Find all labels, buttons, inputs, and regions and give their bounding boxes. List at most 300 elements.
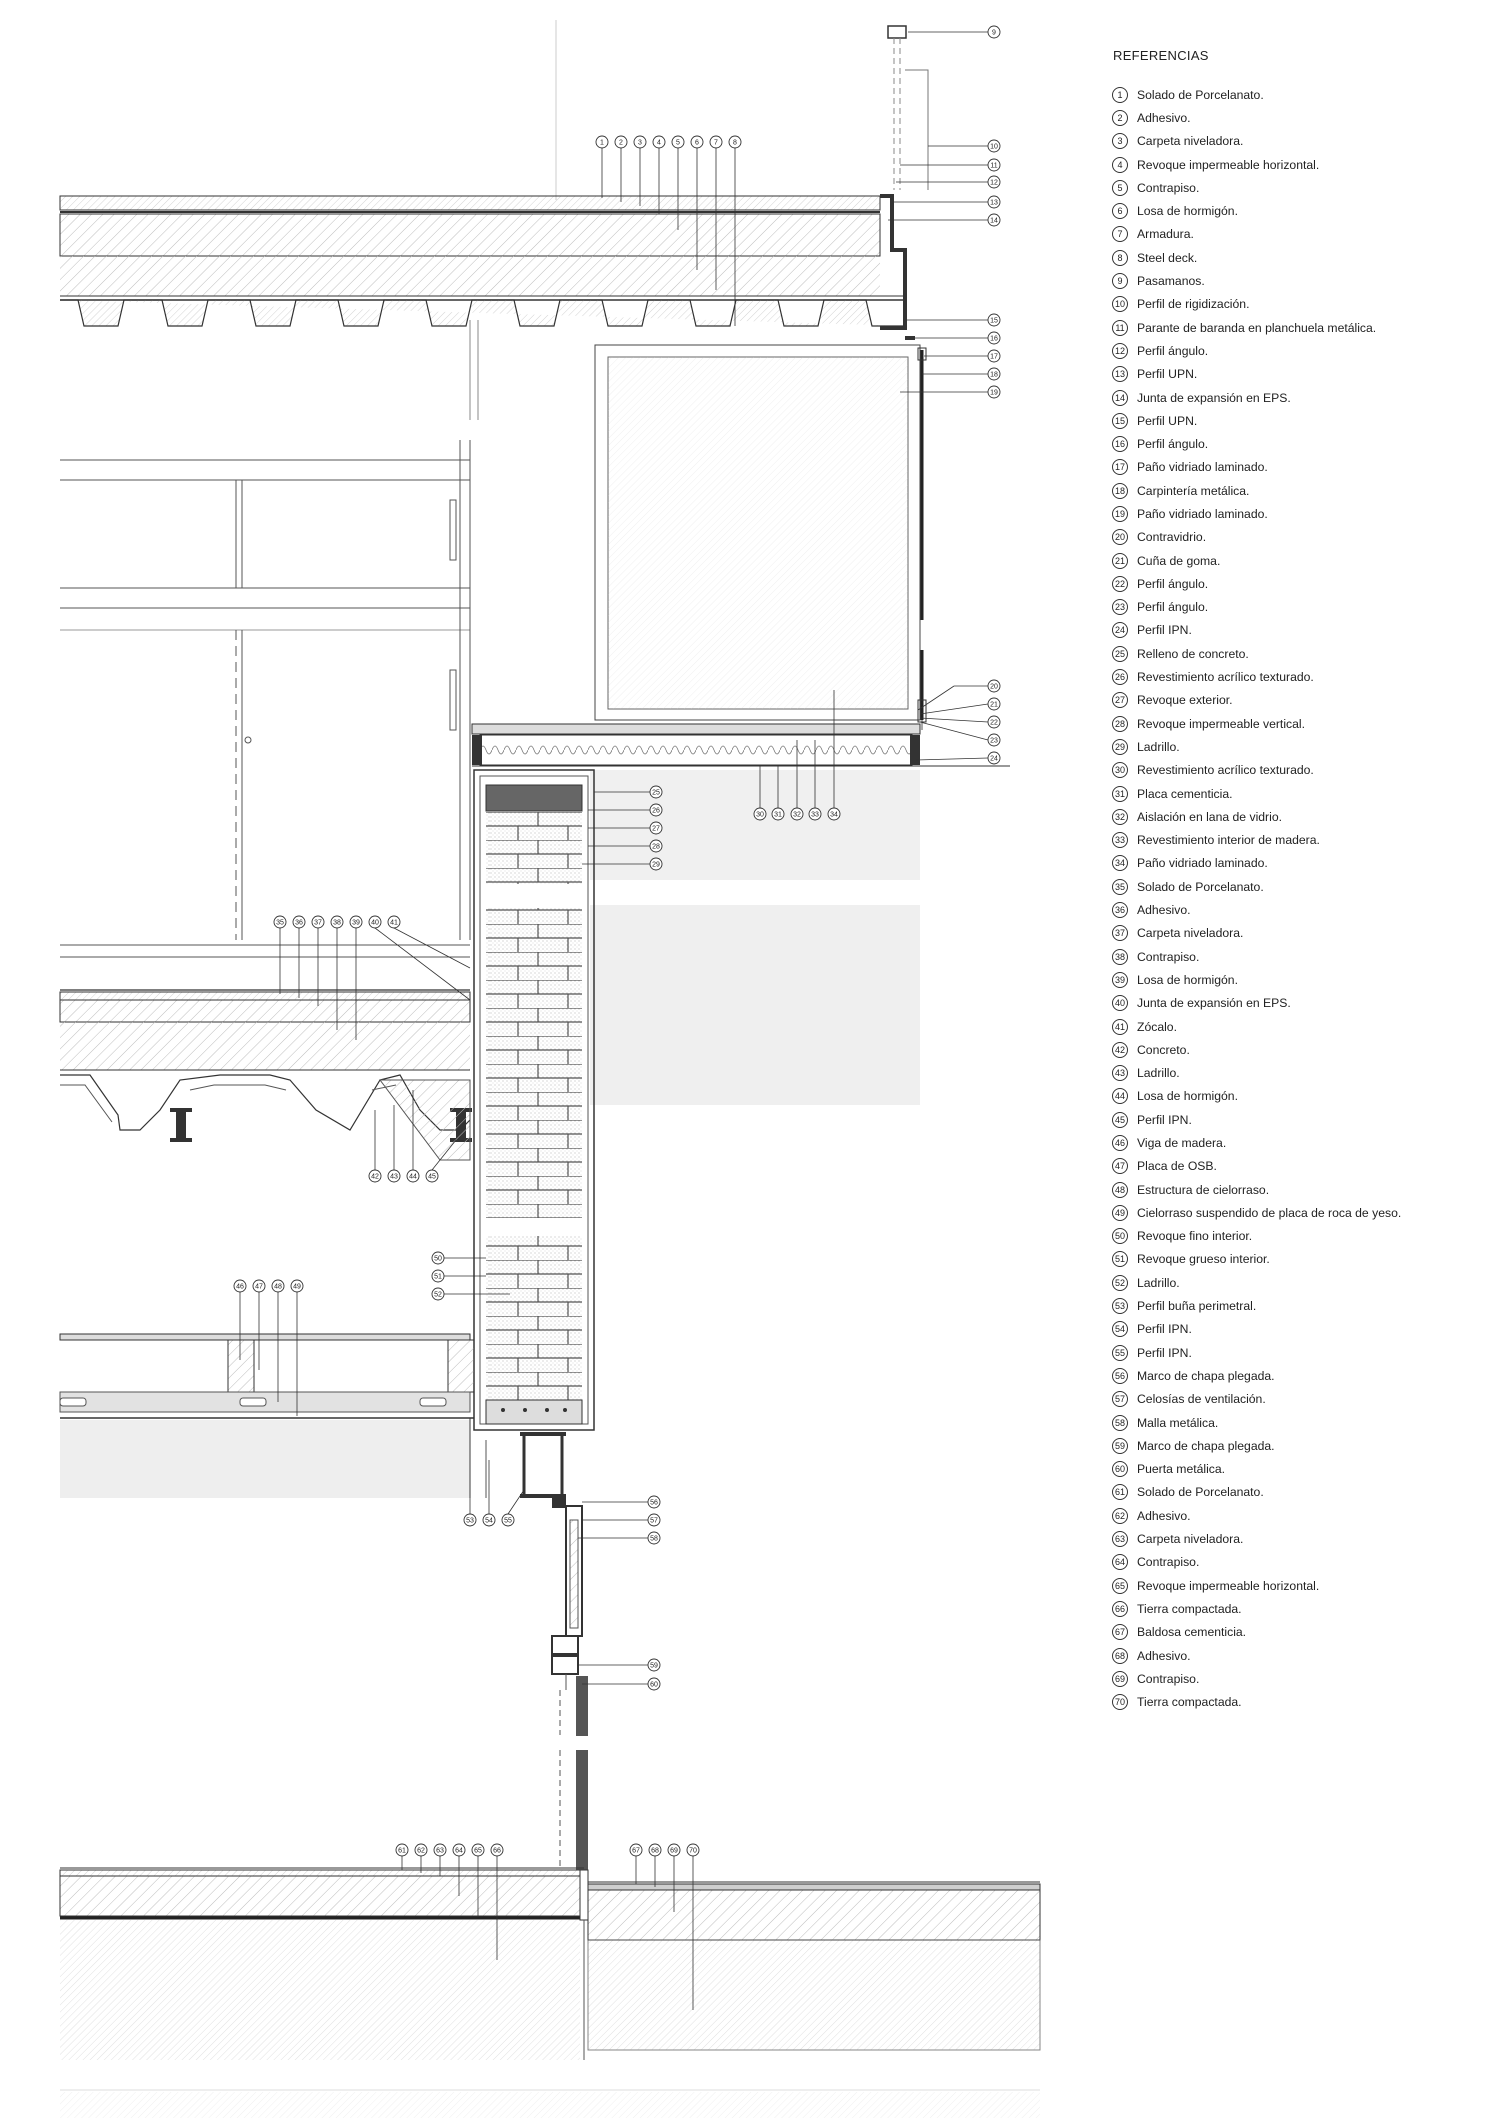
reference-text: Carpintería metálica.: [1137, 483, 1250, 498]
callout-bubble: [396, 1844, 408, 1856]
reference-text: Malla metálica.: [1137, 1415, 1219, 1430]
reference-item: [1100, 875, 1490, 898]
reference-item: [1100, 1108, 1490, 1131]
reference-text: Carpeta niveladora.: [1137, 134, 1244, 149]
reference-number-badge: 27: [1112, 692, 1128, 708]
reference-number-badge: 41: [1112, 1019, 1128, 1035]
reference-item: [1100, 83, 1490, 106]
reference-text: Revestimiento acrílico texturado.: [1137, 763, 1314, 778]
reference-item: [1100, 363, 1490, 386]
callout-number: 20: [990, 683, 998, 691]
reference-number-badge: 2: [1112, 110, 1128, 126]
callout-number: 70: [689, 1847, 697, 1855]
reference-item: [1100, 1248, 1490, 1271]
callout-number: 51: [434, 1273, 442, 1281]
callout-number: 55: [504, 1517, 512, 1525]
reference-text: Contrapiso.: [1137, 1555, 1200, 1570]
callout-number: 17: [990, 353, 998, 361]
callout-bubble: [472, 1844, 484, 1856]
callout-number: 69: [670, 1847, 678, 1855]
callout-number: 65: [474, 1847, 482, 1855]
callout-number: 34: [830, 811, 838, 819]
reference-item: [1100, 898, 1490, 921]
reference-item: [1100, 409, 1490, 432]
callout-number: 43: [390, 1173, 398, 1181]
callout-bubble: [650, 858, 662, 870]
reference-number-badge: 53: [1112, 1298, 1128, 1314]
reference-item: [1100, 1085, 1490, 1108]
callout-bubble: [415, 1844, 427, 1856]
callout-bubble: [253, 1280, 265, 1292]
callout-bubble: [988, 332, 1000, 344]
callout-bubble: [988, 698, 1000, 710]
callout-number: 27: [652, 825, 660, 833]
reference-item: [1100, 432, 1490, 455]
reference-text: Junta de expansión en EPS.: [1137, 996, 1291, 1011]
reference-number-badge: 15: [1112, 413, 1128, 429]
callout-number: 11: [990, 162, 998, 170]
reference-item: [1100, 526, 1490, 549]
reference-item: [1100, 1061, 1490, 1084]
callout-number: 24: [990, 755, 998, 763]
reference-number-badge: 30: [1112, 762, 1128, 778]
reference-number-badge: 50: [1112, 1228, 1128, 1244]
reference-number-badge: 45: [1112, 1112, 1128, 1128]
reference-item: [1100, 176, 1490, 199]
reference-number-badge: 10: [1112, 296, 1128, 312]
reference-number-badge: 65: [1112, 1578, 1128, 1594]
callout-number: 58: [650, 1535, 658, 1543]
reference-item: [1100, 1388, 1490, 1411]
callout-bubble: [432, 1288, 444, 1300]
callout-number: 53: [466, 1517, 474, 1525]
callout-number: 19: [990, 389, 998, 397]
reference-text: Perfil ángulo.: [1137, 437, 1209, 452]
callout-number: 10: [990, 143, 998, 151]
reference-number-badge: 39: [1112, 972, 1128, 988]
reference-number-badge: 1: [1112, 87, 1128, 103]
reference-number-badge: 58: [1112, 1415, 1128, 1431]
reference-number-badge: 21: [1112, 553, 1128, 569]
reference-item: [1100, 992, 1490, 1015]
reference-number-badge: 11: [1112, 320, 1128, 336]
reference-number-badge: 42: [1112, 1042, 1128, 1058]
callout-number: 56: [650, 1499, 658, 1507]
callout-bubble: [369, 1170, 381, 1182]
callout-bubble: [772, 808, 784, 820]
callout-bubble: [828, 808, 840, 820]
callout-bubble: [483, 1514, 495, 1526]
callout-number: 13: [990, 199, 998, 207]
reference-text: Paño vidriado laminado.: [1137, 460, 1268, 475]
reference-item: [1100, 805, 1490, 828]
reference-item: [1100, 1364, 1490, 1387]
callout-bubble: [988, 140, 1000, 152]
reference-number-badge: 19: [1112, 506, 1128, 522]
callout-bubble: [426, 1170, 438, 1182]
reference-number-badge: 61: [1112, 1484, 1128, 1500]
callout-number: 18: [990, 371, 998, 379]
callout-number: 40: [371, 919, 379, 927]
callout-number: 62: [417, 1847, 425, 1855]
callout-number: 1: [600, 139, 604, 147]
reference-item: [1100, 922, 1490, 945]
reference-text: Revoque impermeable horizontal.: [1137, 157, 1320, 172]
reference-text: Perfil IPN.: [1137, 1112, 1192, 1127]
reference-text: Solado de Porcelanato.: [1137, 1485, 1264, 1500]
callout-bubble: [710, 136, 722, 148]
callout-bubble: [502, 1514, 514, 1526]
reference-number-badge: 25: [1112, 646, 1128, 662]
reference-item: [1100, 829, 1490, 852]
callout-number: 26: [652, 807, 660, 815]
reference-text: Carpeta niveladora.: [1137, 1532, 1244, 1547]
reference-text: Revoque fino interior.: [1137, 1229, 1253, 1244]
reference-item: [1100, 945, 1490, 968]
callout-number: 63: [436, 1847, 444, 1855]
reference-item: [1100, 223, 1490, 246]
reference-text: Concreto.: [1137, 1042, 1190, 1057]
reference-number-badge: 56: [1112, 1368, 1128, 1384]
reference-item: [1100, 712, 1490, 735]
callout-bubble: [615, 136, 627, 148]
callout-number: 14: [990, 217, 998, 225]
callout-number: 25: [652, 789, 660, 797]
reference-text: Losa de hormigón.: [1137, 204, 1238, 219]
reference-number-badge: 28: [1112, 716, 1128, 732]
reference-number-badge: 29: [1112, 739, 1128, 755]
callout-number: 2: [619, 139, 623, 147]
reference-text: Paño vidriado laminado.: [1137, 856, 1268, 871]
reference-text: Baldosa cementicia.: [1137, 1625, 1247, 1640]
callout-bubble: [312, 916, 324, 928]
callout-bubble: [988, 26, 1000, 38]
reference-item: [1100, 456, 1490, 479]
reference-item: [1100, 852, 1490, 875]
reference-number-badge: 22: [1112, 576, 1128, 592]
callout-number: 12: [990, 179, 998, 187]
reference-number-badge: 54: [1112, 1321, 1128, 1337]
callout-bubble: [491, 1844, 503, 1856]
reference-item: [1100, 1131, 1490, 1154]
reference-text: Perfil ángulo.: [1137, 600, 1209, 615]
callout-bubble: [407, 1170, 419, 1182]
reference-number-badge: 49: [1112, 1205, 1128, 1221]
callout-bubble: [650, 804, 662, 816]
callout-number: 68: [651, 1847, 659, 1855]
callout-number: 31: [774, 811, 782, 819]
reference-item: [1100, 106, 1490, 129]
reference-item: [1100, 759, 1490, 782]
reference-text: Tierra compactada.: [1137, 1695, 1242, 1710]
reference-text: Perfil buña perimetral.: [1137, 1299, 1257, 1314]
reference-text: Revestimiento interior de madera.: [1137, 833, 1320, 848]
reference-number-badge: 4: [1112, 157, 1128, 173]
reference-number-badge: 24: [1112, 622, 1128, 638]
reference-number-badge: 69: [1112, 1671, 1128, 1687]
reference-item: [1100, 269, 1490, 292]
reference-number-badge: 31: [1112, 786, 1128, 802]
reference-text: Perfil ángulo.: [1137, 343, 1209, 358]
roof-slab-section: [60, 26, 928, 338]
callout-bubble: [988, 716, 1000, 728]
callout-number: 46: [236, 1283, 244, 1291]
callout-number: 48: [274, 1283, 282, 1291]
callout-bubble: [988, 350, 1000, 362]
reference-text: Adhesivo.: [1137, 110, 1191, 125]
callout-number: 50: [434, 1255, 442, 1263]
reference-text: Placa cementicia.: [1137, 786, 1233, 801]
reference-item: [1100, 1341, 1490, 1364]
callout-number: 9: [992, 29, 996, 37]
callout-number: 38: [333, 919, 341, 927]
reference-text: Adhesivo.: [1137, 903, 1191, 918]
callout-bubble: [291, 1280, 303, 1292]
reference-number-badge: 38: [1112, 949, 1128, 965]
reference-number-badge: 23: [1112, 599, 1128, 615]
callout-bubble: [331, 916, 343, 928]
reference-item: [1100, 1690, 1490, 1713]
reference-text: Contrapiso.: [1137, 180, 1200, 195]
reference-number-badge: 37: [1112, 925, 1128, 941]
callout-bubble: [729, 136, 741, 148]
reference-item: [1100, 1597, 1490, 1620]
window-frame-section: [918, 348, 926, 722]
reference-item: [1100, 479, 1490, 502]
reference-number-badge: 35: [1112, 879, 1128, 895]
reference-number-badge: 67: [1112, 1624, 1128, 1640]
reference-number-badge: 14: [1112, 390, 1128, 406]
callout-bubble: [453, 1844, 465, 1856]
callout-bubble: [809, 808, 821, 820]
reference-text: Marco de chapa plegada.: [1137, 1368, 1275, 1383]
reference-item: [1100, 1015, 1490, 1038]
callout-bubble: [650, 822, 662, 834]
reference-text: Perfil IPN.: [1137, 623, 1192, 638]
callout-bubble: [630, 1844, 642, 1856]
callout-number: 3: [638, 139, 642, 147]
reference-item: [1100, 1504, 1490, 1527]
reference-number-badge: 47: [1112, 1158, 1128, 1174]
reference-text: Ladrillo.: [1137, 739, 1180, 754]
callout-bubble: [653, 136, 665, 148]
callout-number: 28: [652, 843, 660, 851]
reference-text: Revoque impermeable horizontal.: [1137, 1578, 1320, 1593]
reference-text: Armadura.: [1137, 227, 1194, 242]
brick-wall-section: [474, 770, 594, 1498]
reference-text: Pasamanos.: [1137, 274, 1205, 289]
callout-number: 60: [650, 1681, 658, 1689]
reference-number-badge: 63: [1112, 1531, 1128, 1547]
reference-item: [1100, 1458, 1490, 1481]
callout-number: 32: [793, 811, 801, 819]
reference-item: [1100, 1434, 1490, 1457]
callout-bubble: [650, 786, 662, 798]
callout-bubble: [687, 1844, 699, 1856]
reference-number-badge: 66: [1112, 1601, 1128, 1617]
references-legend: [1100, 48, 1490, 1714]
callout-bubble: [988, 196, 1000, 208]
callout-number: 36: [295, 919, 303, 927]
reference-number-badge: 70: [1112, 1694, 1128, 1710]
callout-bubble: [648, 1678, 660, 1690]
reference-text: Solado de Porcelanato.: [1137, 879, 1264, 894]
reference-number-badge: 57: [1112, 1391, 1128, 1407]
reference-number-badge: 20: [1112, 529, 1128, 545]
callout-number: 54: [485, 1517, 493, 1525]
reference-item: [1100, 1155, 1490, 1178]
reference-number-badge: 48: [1112, 1182, 1128, 1198]
reference-number-badge: 16: [1112, 436, 1128, 452]
reference-text: Revoque impermeable vertical.: [1137, 716, 1305, 731]
ground-floor-section: [60, 1868, 1040, 2118]
reference-text: Cuña de goma.: [1137, 553, 1221, 568]
reference-number-badge: 9: [1112, 273, 1128, 289]
reference-text: Carpeta niveladora.: [1137, 926, 1244, 941]
callout-number: 45: [428, 1173, 436, 1181]
reference-number-badge: 36: [1112, 902, 1128, 918]
reference-text: Ladrillo.: [1137, 1275, 1180, 1290]
callout-number: 16: [990, 335, 998, 343]
reference-text: Revoque grueso interior.: [1137, 1252, 1270, 1267]
reference-text: Ladrillo.: [1137, 1066, 1180, 1081]
reference-text: Losa de hormigón.: [1137, 972, 1238, 987]
callout-number: 22: [990, 719, 998, 727]
reference-item: [1100, 293, 1490, 316]
callout-number: 67: [632, 1847, 640, 1855]
reference-number-badge: 59: [1112, 1438, 1128, 1454]
reference-text: Puerta metálica.: [1137, 1462, 1226, 1477]
reference-item: [1100, 549, 1490, 572]
reference-number-badge: 52: [1112, 1275, 1128, 1291]
callout-bubble: [988, 386, 1000, 398]
reference-item: [1100, 689, 1490, 712]
reference-item: [1100, 665, 1490, 688]
callout-bubble: [754, 808, 766, 820]
reference-text: Placa de OSB.: [1137, 1159, 1217, 1174]
reference-item: [1100, 1225, 1490, 1248]
callout-bubble: [988, 214, 1000, 226]
reference-item: [1100, 1294, 1490, 1317]
callout-bubble: [988, 734, 1000, 746]
callout-number: 44: [409, 1173, 417, 1181]
reference-item: [1100, 339, 1490, 362]
suspended-ceiling-section: [60, 1334, 486, 1498]
reference-text: Celosías de ventilación.: [1137, 1392, 1266, 1407]
reference-item: [1100, 1481, 1490, 1504]
reference-text: Viga de madera.: [1137, 1136, 1227, 1150]
callout-number: 37: [314, 919, 322, 927]
reference-item: [1100, 246, 1490, 269]
callout-number: 30: [756, 811, 764, 819]
reference-item: [1100, 1318, 1490, 1341]
reference-item: [1100, 642, 1490, 665]
callout-bubble: [988, 314, 1000, 326]
reference-item: [1100, 1574, 1490, 1597]
callout-number: 15: [990, 317, 998, 325]
callout-bubble: [648, 1514, 660, 1526]
callout-bubble: [649, 1844, 661, 1856]
callout-bubble: [293, 916, 305, 928]
callout-bubble: [648, 1659, 660, 1671]
callout-number: 39: [352, 919, 360, 927]
callout-bubble: [634, 136, 646, 148]
callout-bubble: [464, 1514, 476, 1526]
reference-item: [1100, 735, 1490, 758]
reference-number-badge: 51: [1112, 1251, 1128, 1267]
callout-number: 6: [695, 139, 699, 147]
reference-text: Perfil UPN.: [1137, 413, 1198, 428]
reference-item: [1100, 968, 1490, 991]
callout-number: 57: [650, 1517, 658, 1525]
callout-number: 66: [493, 1847, 501, 1855]
callout-bubble: [272, 1280, 284, 1292]
reference-text: Aislación en lana de vidrio.: [1137, 809, 1282, 824]
reference-number-badge: 3: [1112, 133, 1128, 149]
intermediate-floor-section: [60, 990, 472, 1160]
reference-number-badge: 40: [1112, 995, 1128, 1011]
callout-number: 64: [455, 1847, 463, 1855]
reference-text: Parante de baranda en planchuela metálica.: [1137, 320, 1377, 335]
callout-bubble: [672, 136, 684, 148]
reference-text: Relleno de concreto.: [1137, 646, 1249, 661]
legend-title: REFERENCIAS: [1113, 48, 1209, 63]
reference-number-badge: 26: [1112, 669, 1128, 685]
reference-number-badge: 6: [1112, 203, 1128, 219]
callout-number: 33: [811, 811, 819, 819]
callout-number: 7: [714, 139, 718, 147]
reference-number-badge: 68: [1112, 1648, 1128, 1664]
reference-number-badge: 64: [1112, 1554, 1128, 1570]
reference-text: Steel deck.: [1137, 250, 1198, 265]
reference-number-badge: 32: [1112, 809, 1128, 825]
reference-item: [1100, 1667, 1490, 1690]
reference-text: Zócalo.: [1137, 1019, 1177, 1034]
callout-number: 41: [390, 919, 398, 927]
reference-item: [1100, 1271, 1490, 1294]
reference-text: Estructura de cielorraso.: [1137, 1182, 1270, 1197]
reference-item: [1100, 572, 1490, 595]
reference-number-badge: 46: [1112, 1135, 1128, 1151]
reference-number-badge: 13: [1112, 366, 1128, 382]
reference-item: [1100, 1644, 1490, 1667]
reference-number-badge: 12: [1112, 343, 1128, 359]
reference-text: Cielorraso suspendido de placa de roca de yeso.: [1137, 1205, 1402, 1220]
reference-item: [1100, 596, 1490, 619]
reference-item: [1100, 199, 1490, 222]
callout-number: 59: [650, 1662, 658, 1670]
reference-item: [1100, 1527, 1490, 1550]
reference-number-badge: 17: [1112, 459, 1128, 475]
reference-text: Contrapiso.: [1137, 1671, 1200, 1686]
callout-bubble: [668, 1844, 680, 1856]
reference-text: Paño vidriado laminado.: [1137, 506, 1268, 521]
callout-number: 49: [293, 1283, 301, 1291]
reference-number-badge: 34: [1112, 855, 1128, 871]
callout-bubble: [988, 159, 1000, 171]
reference-number-badge: 33: [1112, 832, 1128, 848]
callout-number: 23: [990, 737, 998, 745]
callout-number: 5: [676, 139, 680, 147]
reference-text: Adhesivo.: [1137, 1648, 1191, 1663]
reference-text: Marco de chapa plegada.: [1137, 1438, 1275, 1453]
callout-number: 8: [733, 139, 737, 147]
reference-text: Contravidrio.: [1137, 530, 1207, 545]
reference-text: Contrapiso.: [1137, 949, 1200, 964]
reference-item: [1100, 619, 1490, 642]
reference-text: Perfil IPN.: [1137, 1322, 1192, 1337]
reference-text: Losa de hormigón.: [1137, 1089, 1238, 1104]
